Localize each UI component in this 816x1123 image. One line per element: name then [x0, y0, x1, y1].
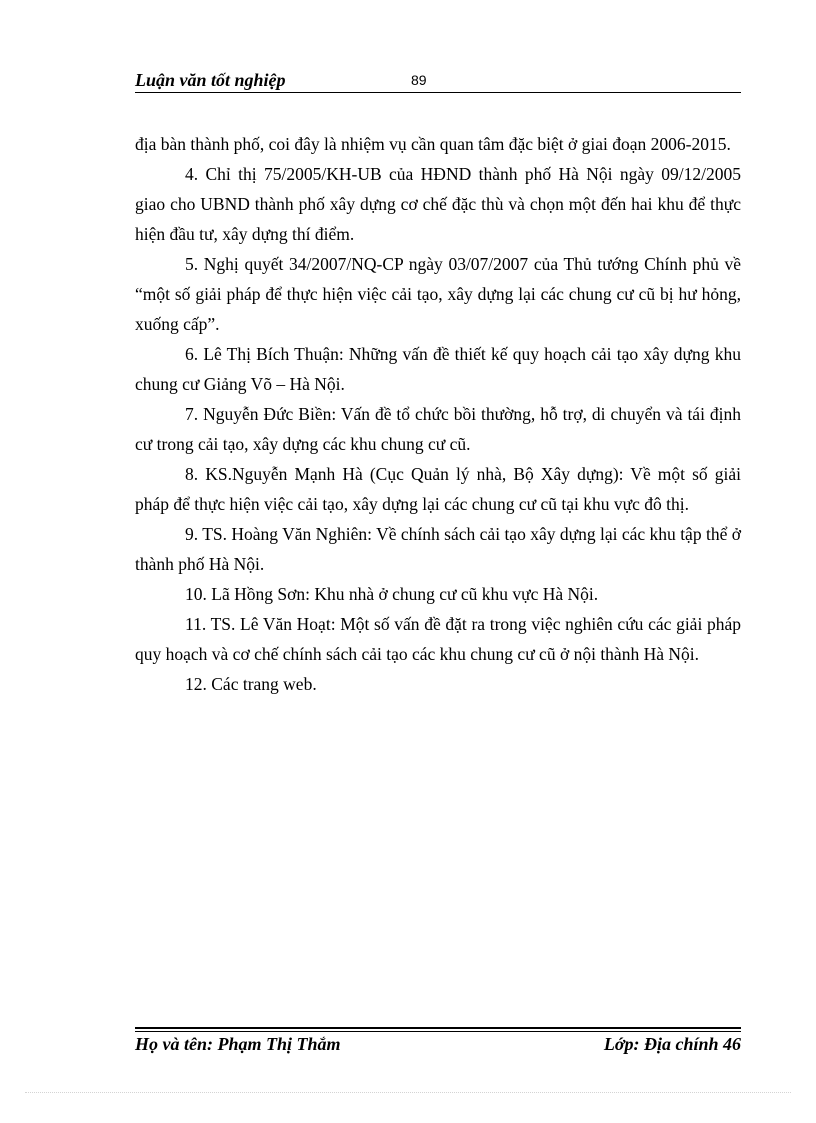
reference-item: 5. Nghị quyết 34/2007/NQ-CP ngày 03/07/2007 của Thủ tướng Chính phủ về “một số giải pháp để thực hiện việc cải tạo, xây dựng lại các chung cư cũ bị hư hỏng, xuống cấp”. [135, 254, 741, 334]
page-number: 89 [411, 72, 427, 88]
reference-item: 9. TS. Hoàng Văn Nghiên: Về chính sách cải tạo xây dựng lại các khu tập thể ở thành phố Hà Nội. [135, 524, 741, 574]
body-text [135, 129, 741, 699]
author-name: Họ và tên: Phạm Thị Thắm [135, 1034, 341, 1054]
reference-item: 8. KS.Nguyễn Mạnh Hà (Cục Quản lý nhà, Bộ Xây dựng): Về một số giải pháp để thực hiện việc cải tạo, xây dựng lại các chung cư cũ tại khu vực đô thị. [135, 464, 741, 514]
reference-item: 11. TS. Lê Văn Hoạt: Một số vấn đề đặt ra trong việc nghiên cứu các giải pháp quy hoạch và cơ chế chính sách cải tạo các khu chung cư cũ ở nội thành Hà Nội. [135, 614, 741, 664]
footer-divider-thin [135, 1031, 741, 1032]
reference-item: 4. Chỉ thị 75/2005/KH-UB của HĐND thành phố Hà Nội ngày 09/12/2005 giao cho UBND thành phố xây dựng cơ chế đặc thù và chọn một đến hai khu để thực hiện đầu tư, xây dựng thí điểm. [135, 164, 741, 244]
reference-item: 10. Lã Hồng Sơn: Khu nhà ở chung cư cũ khu vực Hà Nội. [185, 584, 599, 604]
header-divider [135, 92, 741, 93]
paragraph-continuation: địa bàn thành phố, coi đây là nhiệm vụ cần quan tâm đặc biệt ở giai đoạn 2006-2015. [135, 134, 731, 154]
reference-item: 12. Các trang web. [185, 674, 317, 694]
reference-item: 7. Nguyễn Đức Biền: Vấn đề tổ chức bồi thường, hỗ trợ, di chuyển và tái định cư trong cải tạo, xây dựng các khu chung cư cũ. [135, 404, 741, 454]
reference-item: 6. Lê Thị Bích Thuận: Những vấn đề thiết kế quy hoạch cải tạo xây dựng khu chung cư Giảng Võ – Hà Nội. [135, 344, 741, 394]
page-header [135, 68, 741, 92]
header-title: Luận văn tốt nghiệp [135, 70, 286, 90]
page-edge-divider [25, 1092, 791, 1093]
class-label: Lớp: Địa chính 46 [603, 1034, 741, 1054]
footer-divider-thick [135, 1027, 741, 1029]
